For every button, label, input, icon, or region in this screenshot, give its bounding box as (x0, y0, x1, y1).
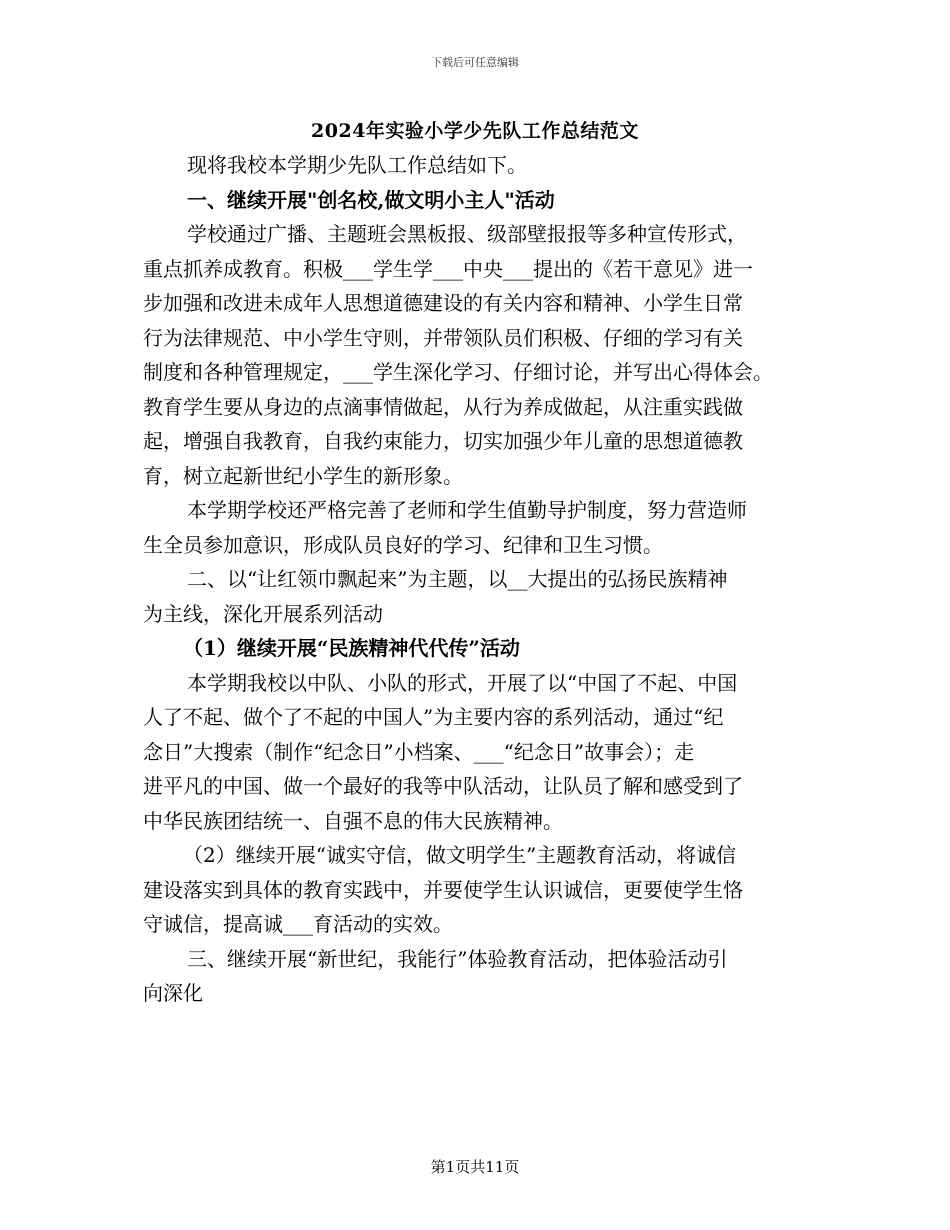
paragraph-line: 行为法律规范、中小学生守则，并带领队员们积极、仔细的学习有关 (143, 325, 743, 350)
section-heading: 一、继续开展"创名校,做文明小主人"活动 (187, 187, 555, 212)
document-title: 2024年实验小学少先队工作总结范文 (311, 120, 639, 142)
document-body (143, 148, 823, 1011)
paragraph-line: 念日”大搜索（制作“纪念日”小档案、___“纪念日”故事会）；走 (143, 739, 695, 764)
paragraph-line: 人了不起、做个了不起的中国人”为主要内容的系列活动，通过“纪 (143, 705, 724, 729)
paragraph-line: 重点抓养成教育。积极___学生学___中央___提出的《若干意见》进一 (143, 256, 753, 281)
paragraph-line: 守诚信，提高诚___育活动的实效。 (143, 912, 453, 936)
header-note: 下载后可任意编辑 (431, 56, 519, 69)
paragraph-line: 向深化 (143, 981, 203, 1005)
paragraph-line: 育，树立起新世纪小学生的新形象。 (143, 463, 463, 488)
paragraph-line: 起，增强自我教育，自我约束能力，切实加强少年儿童的思想道德教 (143, 429, 743, 453)
paragraph-line: 现将我校本学期少先队工作总结如下。 (187, 153, 527, 177)
section-heading: 二、以“让红领巾飘起来”为主题，以__大提出的弘扬民族精神 (187, 567, 728, 591)
paragraph-line: 教育学生要从身边的点滴事情做起，从行为养成做起，从注重实践做 (143, 394, 743, 419)
subsection-heading: （1）继续开展“民族精神代代传”活动 (183, 636, 520, 660)
section-heading: 三、继续开展“新世纪，我能行”体验教育活动，把体验活动引 (187, 946, 728, 971)
paragraph-line: 中华民族团结统一、自强不息的伟大民族精神。 (143, 808, 563, 833)
paragraph-line: 学校通过广播、主题班会黑板报、级部壁报报等多种宣传形式， (187, 222, 747, 246)
paragraph-line: 制度和各种管理规定，___学生深化学习、仔细讨论，并写出心得体会。 (143, 360, 773, 384)
paragraph-line: 为主线，深化开展系列活动 (143, 601, 383, 626)
paragraph-line: 建设落实到具体的教育实践中，并要使学生认识诚信，更要使学生恪 (143, 877, 743, 902)
page-footer: 第1页共11页 (430, 1158, 520, 1176)
paragraph-line: 生全员参加意识，形成队员良好的学习、纪律和卫生习惯。 (143, 532, 663, 557)
paragraph-line: 步加强和改进未成年人思想道德建设的有关内容和精神、小学生日常 (143, 291, 743, 315)
paragraph-line: 进平凡的中国、做一个最好的我等中队活动，让队员了解和感受到了 (143, 774, 743, 798)
paragraph-line: 本学期学校还严格完善了老师和学生值勤导护制度，努力营造师 (187, 498, 747, 522)
subsection-line: （2）继续开展“诚实守信，做文明学生”主题教育活动，将诚信 (183, 843, 737, 867)
paragraph-line: 本学期我校以中队、小队的形式，开展了以“中国了不起、中国 (187, 670, 738, 695)
